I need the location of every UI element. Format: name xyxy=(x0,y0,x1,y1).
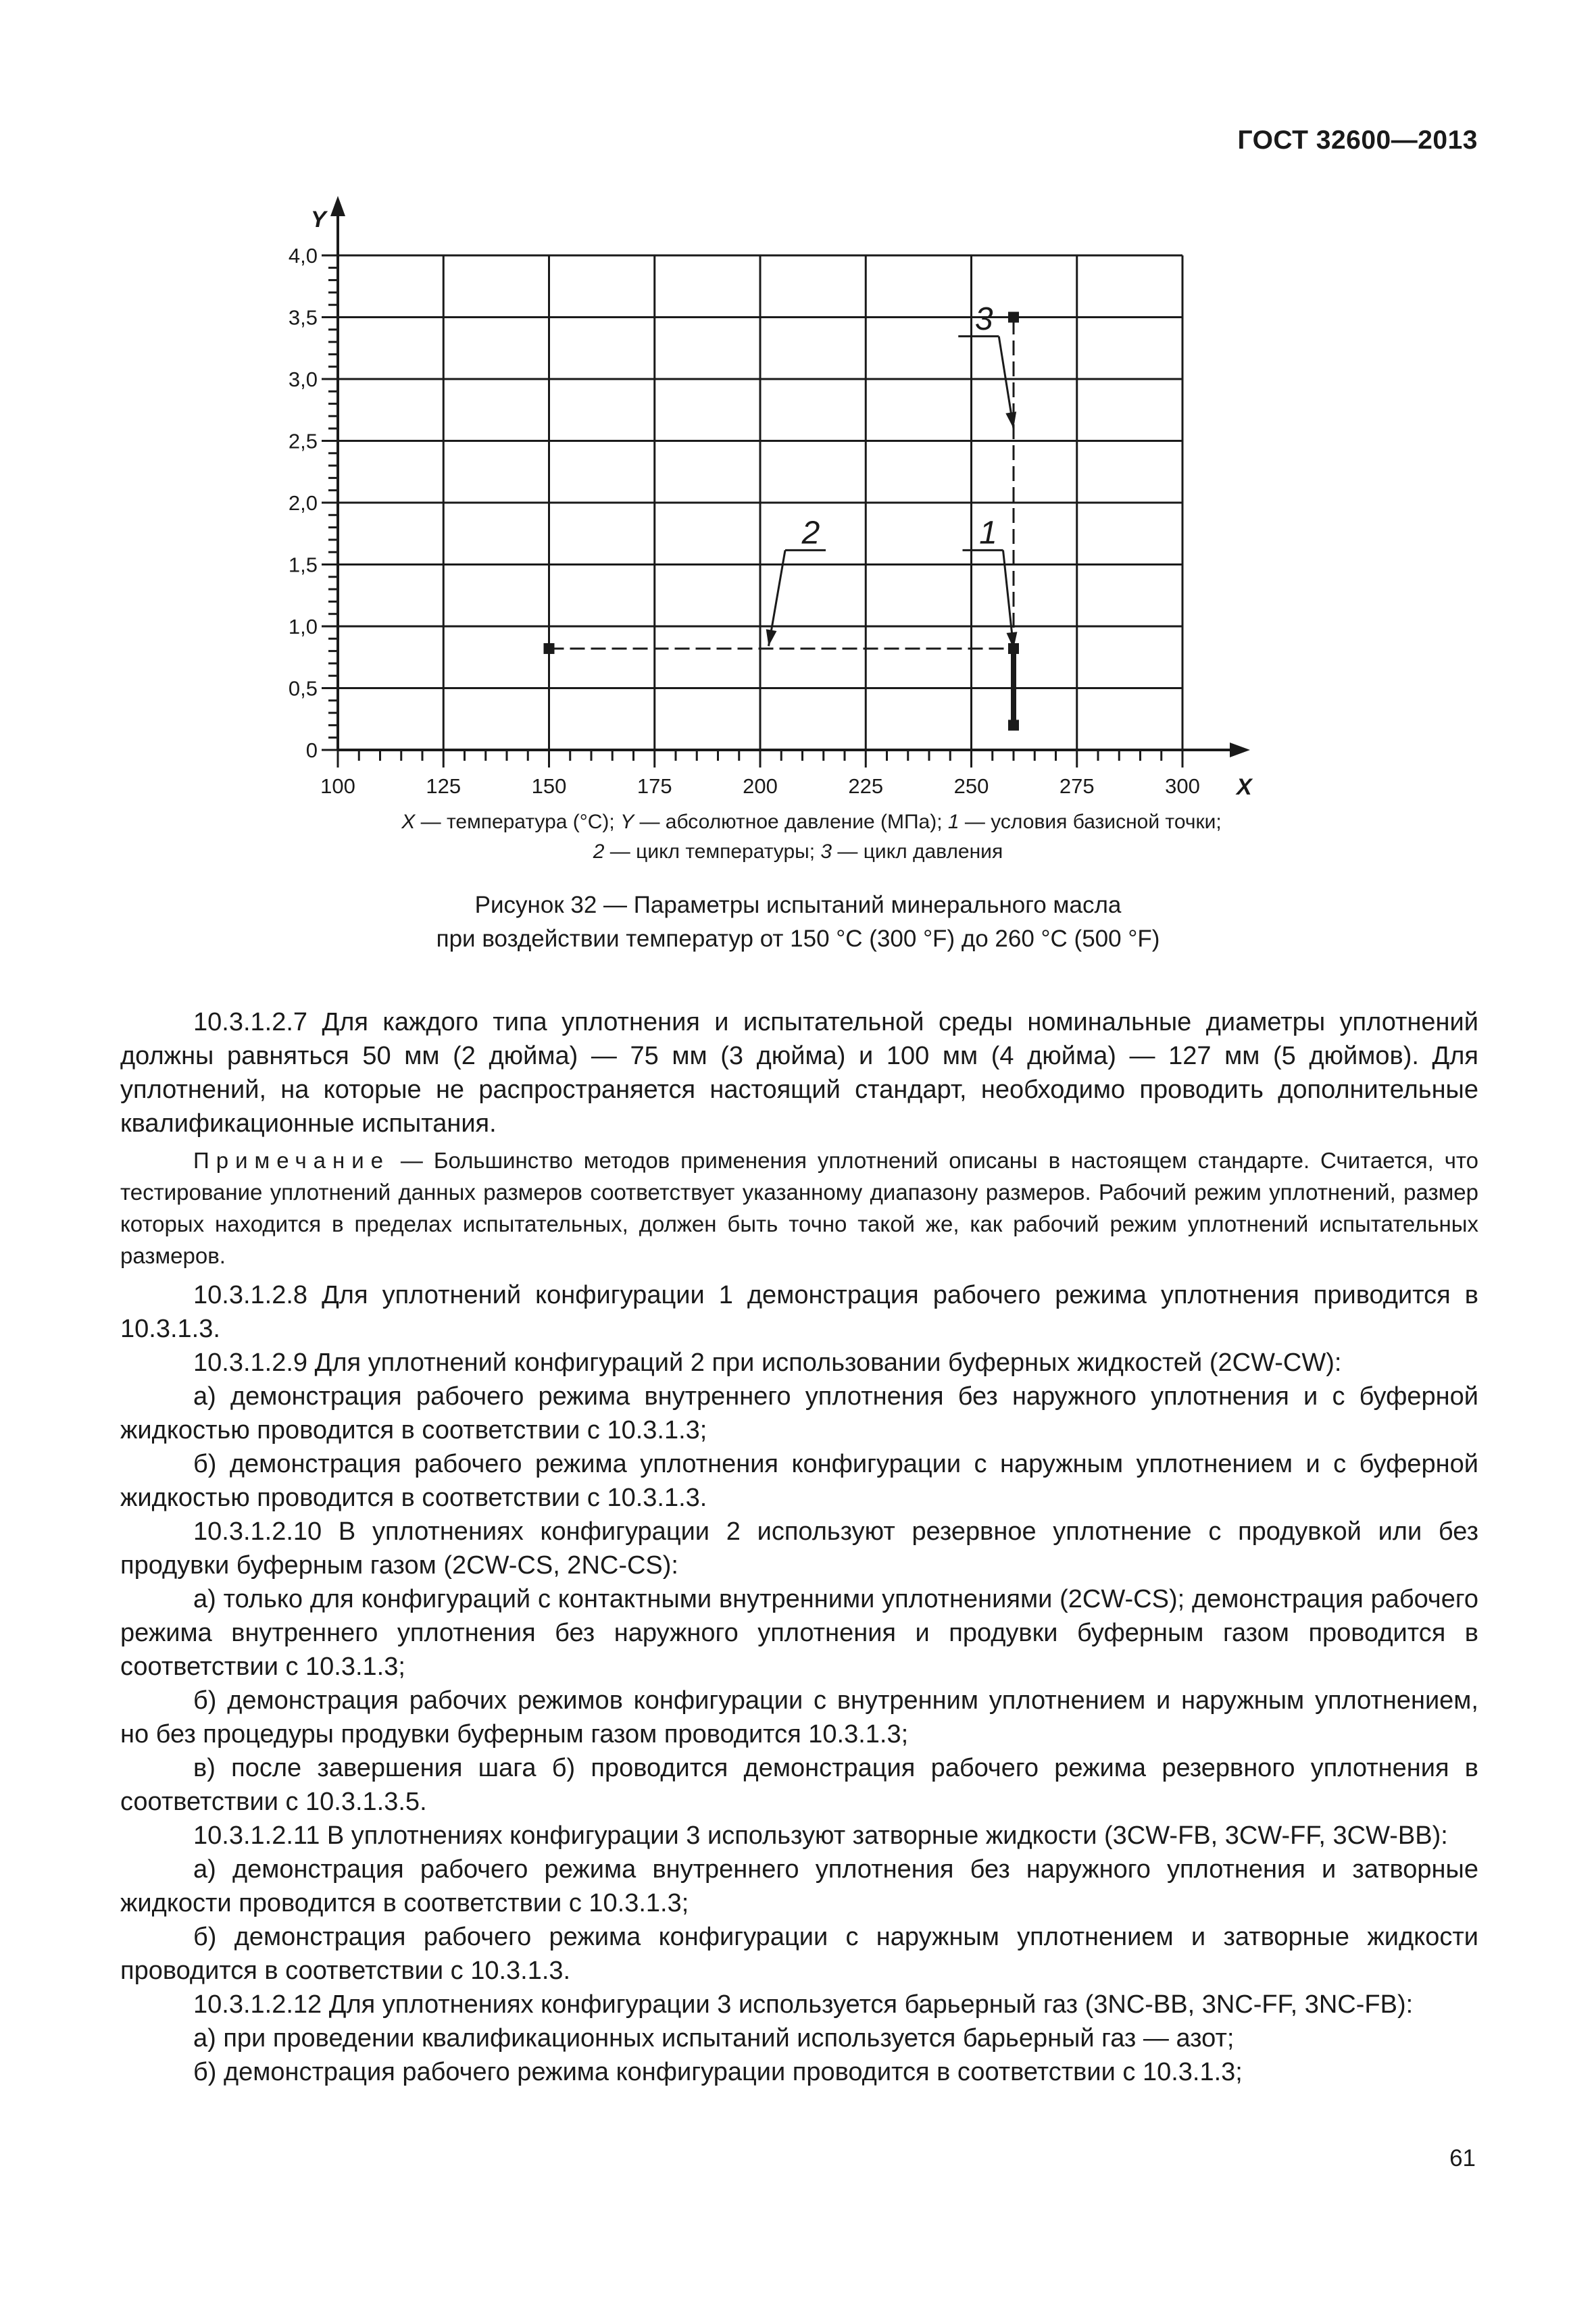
callout-label-3: 3 xyxy=(974,301,993,337)
y-tick-label: 0,5 xyxy=(288,676,318,701)
callout-arrowhead-2 xyxy=(766,629,777,646)
paragraph-item-b: б) демонстрация рабочего режима уплотнения конфигурации с наружным уплотнением и с буферной жидкостью проводится в соответствии с 10.3.1.3. xyxy=(120,1450,1478,1512)
paragraph-10-3-1-2-7: 10.3.1.2.7 Для каждого типа уплотнения и испытательной среды номинальные диаметры уплотнений должны равняться 50 мм (2 дюйма) — 75 мм (3 дюйма) и 100 мм (4 дюйма) — 127 мм (5 дюймов). Для уплотнений, на которые не распространяется настоящий стандарт, необходимо проводить дополнительные квалификационные испытания. xyxy=(120,1008,1478,1138)
data-point-marker xyxy=(544,643,555,654)
y-tick-label: 3,0 xyxy=(288,368,318,391)
x-tick-label: 100 xyxy=(320,774,355,798)
chart-grid xyxy=(338,255,1182,750)
legend-line-1 xyxy=(0,807,1596,837)
test-parameters-chart xyxy=(0,0,1596,824)
y-axis-arrow xyxy=(330,196,345,216)
paragraph-item-a: а) при проведении квалификационных испытаний используется барьерный газ — азот; xyxy=(193,2024,1235,2053)
callout-arrowhead-3 xyxy=(1005,411,1016,428)
legend-1-desc: — условия базисной точки; xyxy=(959,811,1222,833)
figure-caption xyxy=(0,888,1596,956)
x-tick-label: 175 xyxy=(637,774,672,798)
paragraph-item-a: а) демонстрация рабочего режима внутреннего уплотнения без наружного уплотнения и с буферной жидкостью проводится в соответствии с 10.3.1.3; xyxy=(120,1382,1478,1444)
x-tick-label: 275 xyxy=(1059,774,1095,798)
y-tick-label: 2,0 xyxy=(288,491,318,515)
paragraph-item-b: б) демонстрация рабочих режимов конфигурации с внутренним уплотнением и наружным уплотнением, но без процедуры продувки буферным газом проводится 10.3.1.3; xyxy=(120,1686,1478,1749)
legend-3-desc: — цикл давления xyxy=(832,840,1003,863)
legend-y-symbol: Y xyxy=(620,811,634,833)
x-tick-label: 125 xyxy=(426,774,462,798)
x-tick-label: 225 xyxy=(848,774,884,798)
x-tick-label: 200 xyxy=(743,774,778,798)
legend-y-desc: — абсолютное давление (МПа); xyxy=(634,811,948,833)
y-tick-label: 1,5 xyxy=(288,553,318,577)
legend-1-number: 1 xyxy=(947,811,959,833)
x-tick-label: 300 xyxy=(1165,774,1200,798)
paragraph-10-3-1-2-8: 10.3.1.2.8 Для уплотнений конфигурации 1 демонстрация рабочего режима уплотнения приводится в 10.3.1.3. xyxy=(120,1281,1478,1343)
chart-axes xyxy=(330,196,1250,757)
y-axis-name: Y xyxy=(311,207,326,232)
page-number: 61 xyxy=(1449,2145,1476,2171)
note-text: — Большинство методов применения уплотнений описаны в настоящем стандарте. Считается, что тестирование уплотнений данных размеров соответствует указанному диапазону размеров. Рабочий режим уплотнений, размер которых находится в пределах испытательных, должен быть точно такой же, как рабочий режим уплотнений испытательных размеров. xyxy=(120,1148,1478,1268)
x-axis-arrow xyxy=(1230,743,1250,757)
callout-label-1: 1 xyxy=(979,515,997,551)
x-tick-label: 250 xyxy=(953,774,989,798)
paragraph-10-3-1-2-11: 10.3.1.2.11 В уплотнениях конфигурации 3 используют затворные жидкости (3CW-FB, 3CW-FF, 3CW-BB): xyxy=(193,1821,1448,1850)
note-label: Примечание xyxy=(193,1148,391,1173)
y-tick-label: 2,5 xyxy=(288,429,318,453)
callout-label-2: 2 xyxy=(801,515,820,551)
legend-2-desc: — цикл температуры; xyxy=(604,840,821,863)
y-tick-label: 3,5 xyxy=(288,305,318,330)
legend-2-number: 2 xyxy=(593,840,605,863)
figure-legend xyxy=(0,807,1596,867)
paragraph-item-b: б) демонстрация рабочего режима конфигурации проводится в соответствии с 10.3.1.3; xyxy=(193,2058,1243,2086)
paragraph-item-a: а) демонстрация рабочего режима внутреннего уплотнения без наружного уплотнения и затворные жидкости проводится в соответствии с 10.3.1.3; xyxy=(120,1855,1478,1917)
y-tick-label: 4,0 xyxy=(288,244,318,268)
caption-line-2: при воздействии температур от 150 °С (300 °F) до 260 °С (500 °F) xyxy=(436,926,1160,952)
paragraph-item-v: в) после завершения шага б) проводится демонстрация рабочего режима резервного уплотнения в соответствии с 10.3.1.3.5. xyxy=(120,1754,1478,1816)
data-point-marker xyxy=(1008,312,1019,323)
y-tick-label: 0 xyxy=(305,738,318,762)
paragraph-10-3-1-2-10: 10.3.1.2.10 В уплотнениях конфигурации 2 используют резервное уплотнение с продувкой или без продувки буферным газом (2CW-CS, 2NC-CS): xyxy=(120,1517,1478,1580)
body-text xyxy=(120,1005,1478,2089)
note xyxy=(120,1145,1478,1272)
y-tick-label: 1,0 xyxy=(288,615,318,638)
paragraph-10-3-1-2-9: 10.3.1.2.9 Для уплотнений конфигураций 2 при использовании буферных жидкостей (2CW-CW): xyxy=(193,1349,1342,1377)
x-axis-name: X xyxy=(1237,774,1252,800)
legend-x-symbol: X xyxy=(401,811,416,833)
chart-ticks xyxy=(322,255,1182,768)
chart-series xyxy=(544,312,1020,731)
paragraph-10-3-1-2-12: 10.3.1.2.12 Для уплотнениях конфигурации 3 используется барьерный газ (3NC-BB, 3NC-FF, 3NC-FB): xyxy=(193,1990,1414,2019)
caption-line-1: Рисунок 32 — Параметры испытаний минерального масла xyxy=(474,892,1122,918)
data-point-marker xyxy=(1008,720,1019,730)
x-tick-label: 150 xyxy=(531,774,567,798)
legend-line-2 xyxy=(0,837,1596,867)
paragraph-item-a: а) только для конфигураций с контактными внутренними уплотнениями (2CW-CS); демонстрация рабочего режима внутреннего уплотнения без наружного уплотнения и продувки буферным газом проводится в соответствии с 10.3.1.3; xyxy=(120,1585,1478,1681)
legend-x-desc: — температура (°С); xyxy=(415,811,621,833)
paragraph-item-b: б) демонстрация рабочего режима конфигурации с наружным уплотнением и затворные жидкости проводится в соответствии с 10.3.1.3. xyxy=(120,1923,1478,1985)
legend-3-number: 3 xyxy=(820,840,832,863)
document-header: ГОСТ 32600—2013 xyxy=(1237,126,1478,155)
